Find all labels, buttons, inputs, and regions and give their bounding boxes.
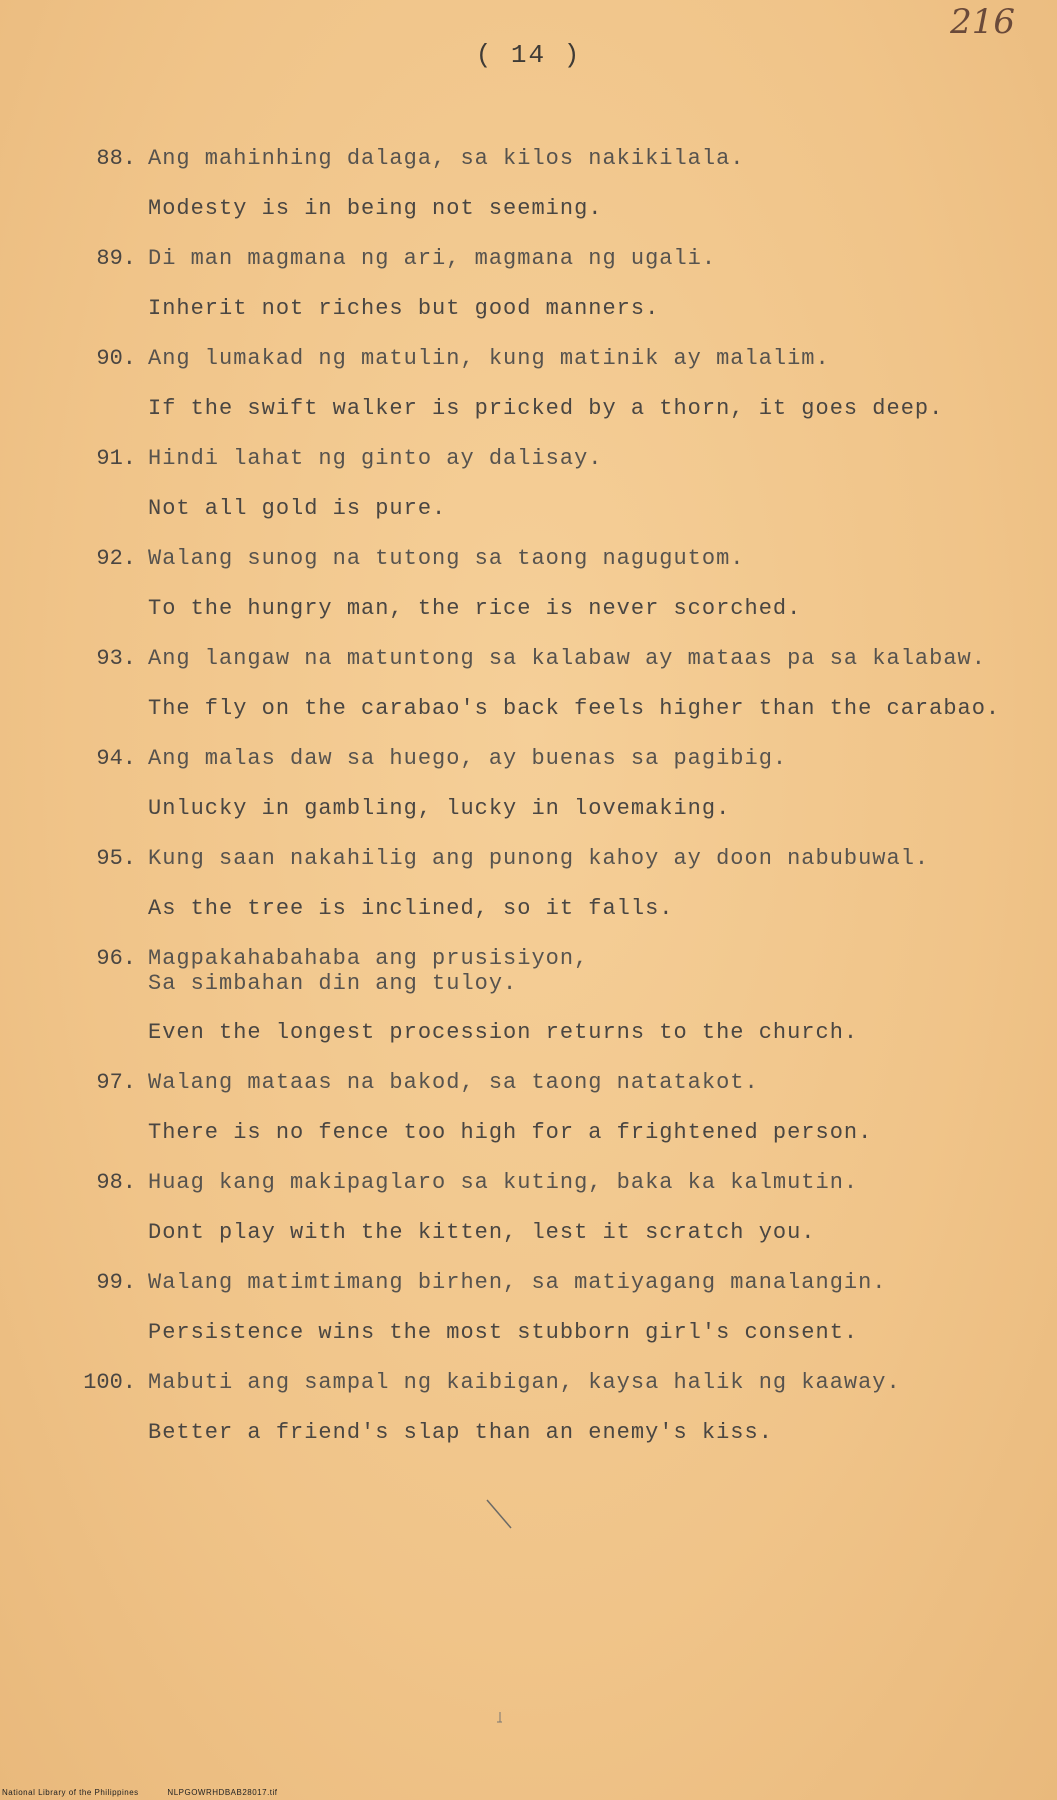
pencil-stroke-mark bbox=[485, 1498, 515, 1532]
page-number: ( 14 ) bbox=[475, 40, 582, 70]
proverb-number: 98. bbox=[96, 1170, 136, 1195]
proverb-english: As the tree is inclined, so it falls. bbox=[148, 896, 674, 921]
proverb-entry bbox=[0, 446, 1057, 522]
proverb-entry bbox=[0, 246, 1057, 322]
proverb-number: 93. bbox=[96, 646, 136, 671]
proverb-tagalog: Huag kang makipaglaro sa kuting, baka ka kalmutin. bbox=[148, 1170, 859, 1195]
proverb-entry bbox=[0, 846, 1057, 922]
proverb-entry bbox=[0, 146, 1057, 222]
proverb-tagalog: Kung saan nakahilig ang punong kahoy ay doon nabubuwal. bbox=[148, 846, 930, 871]
proverb-english: Modesty is in being not seeming. bbox=[148, 196, 603, 221]
proverb-number: 100. bbox=[83, 1370, 136, 1395]
proverb-entry bbox=[0, 646, 1057, 722]
proverb-number: 99. bbox=[96, 1270, 136, 1295]
proverb-tagalog: Hindi lahat ng ginto ay dalisay. bbox=[148, 446, 603, 471]
proverb-english: To the hungry man, the rice is never scorched. bbox=[148, 596, 802, 621]
proverb-english: Dont play with the kitten, lest it scratch you. bbox=[148, 1220, 816, 1245]
proverb-tagalog: Walang sunog na tutong sa taong nagugutom. bbox=[148, 546, 745, 571]
proverb-entry bbox=[0, 346, 1057, 422]
scan-footer bbox=[2, 1788, 304, 1797]
proverb-entry bbox=[0, 1070, 1057, 1146]
proverb-entry bbox=[0, 1170, 1057, 1246]
proverb-tagalog: Walang mataas na bakod, sa taong natatakot. bbox=[148, 1070, 759, 1095]
proverb-entry bbox=[0, 546, 1057, 622]
proverb-entry bbox=[0, 946, 1057, 1046]
proverb-tagalog: Magpakahabahaba ang prusisiyon, Sa simbahan din ang tuloy. bbox=[148, 946, 589, 996]
proverb-number: 90. bbox=[96, 346, 136, 371]
handwritten-folio-number: 216 bbox=[950, 2, 1015, 42]
proverb-number: 88. bbox=[96, 146, 136, 171]
proverb-number: 97. bbox=[96, 1070, 136, 1095]
proverb-tagalog: Ang mahinhing dalaga, sa kilos nakikilala. bbox=[148, 146, 745, 171]
proverb-entry bbox=[0, 1270, 1057, 1346]
proverb-number: 94. bbox=[96, 746, 136, 771]
proverb-tagalog: Ang langaw na matuntong sa kalabaw ay mataas pa sa kalabaw. bbox=[148, 646, 986, 671]
proverb-english: The fly on the carabao's back feels higher than the carabao. bbox=[148, 696, 1001, 721]
proverb-english: Not all gold is pure. bbox=[148, 496, 447, 521]
proverb-tagalog: Walang matimtimang birhen, sa matiyagang manalangin. bbox=[148, 1270, 887, 1295]
proverb-tagalog: Mabuti ang sampal ng kaibigan, kaysa halik ng kaaway. bbox=[148, 1370, 901, 1395]
small-ink-mark bbox=[494, 1710, 506, 1726]
proverb-english: Even the longest procession returns to the church. bbox=[148, 1020, 859, 1045]
proverb-tagalog: Ang lumakad ng matulin, kung matinik ay malalim. bbox=[148, 346, 830, 371]
proverb-english: If the swift walker is pricked by a thorn, it goes deep. bbox=[148, 396, 944, 421]
proverb-number: 89. bbox=[96, 246, 136, 271]
proverb-entry bbox=[0, 746, 1057, 822]
proverb-tagalog: Di man magmana ng ari, magmana ng ugali. bbox=[148, 246, 717, 271]
proverb-english: Unlucky in gambling, lucky in lovemaking. bbox=[148, 796, 731, 821]
proverb-english: Persistence wins the most stubborn girl's consent. bbox=[148, 1320, 859, 1345]
proverb-english: There is no fence too high for a frightened person. bbox=[148, 1120, 873, 1145]
proverb-number: 91. bbox=[96, 446, 136, 471]
proverb-number: 96. bbox=[96, 946, 136, 971]
proverb-english: Inherit not riches but good manners. bbox=[148, 296, 660, 321]
proverb-number: 92. bbox=[96, 546, 136, 571]
footer-library: National Library of the Philippines bbox=[2, 1788, 139, 1797]
proverb-list bbox=[0, 146, 1057, 1470]
proverb-entry bbox=[0, 1370, 1057, 1446]
proverb-tagalog: Ang malas daw sa huego, ay buenas sa pagibig. bbox=[148, 746, 788, 771]
proverb-english: Better a friend's slap than an enemy's kiss. bbox=[148, 1420, 773, 1445]
proverb-number: 95. bbox=[96, 846, 136, 871]
footer-filename: NLPGOWRHDBAB28017.tif bbox=[167, 1788, 278, 1797]
